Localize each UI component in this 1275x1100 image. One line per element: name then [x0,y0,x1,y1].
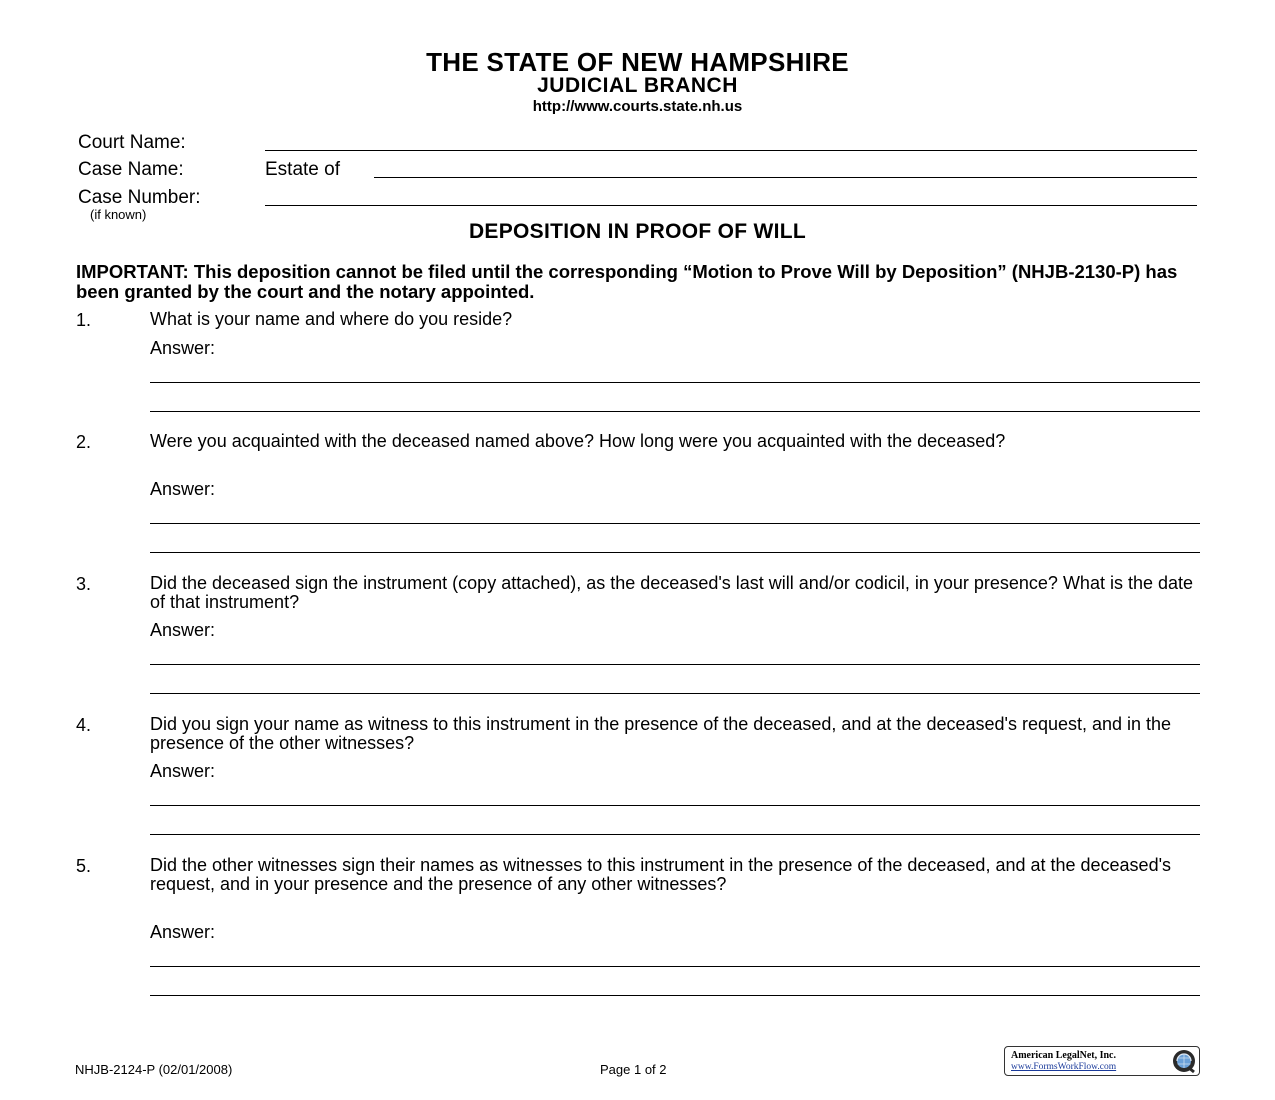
form-id: NHJB-2124-P (02/01/2008) [75,1062,233,1077]
answer-label: Answer: [150,761,216,781]
branch-heading: JUDICIAL BRANCH [537,74,738,97]
answer-line[interactable] [150,552,1200,553]
answer-label: Answer: [150,479,216,499]
question-text: Did the other witnesses sign their names as witnesses to this instrument in the presence of the deceased, and at the deceased's request, and in your presence and the presence of any other witnesses? [150,855,1172,894]
logo-website-link[interactable]: www.FormsWorkFlow.com [1011,1062,1117,1072]
answer-label: Answer: [150,338,216,358]
answer-line[interactable] [150,382,1200,383]
question-text: What is your name and where do you reside? [150,309,513,329]
answer-line[interactable] [150,693,1200,694]
question-number: 5. [76,856,92,876]
form-title: DEPOSITION IN PROOF OF WILL [468,220,807,243]
case-number-label: Case Number: [78,187,201,208]
answer-line[interactable] [150,966,1200,967]
question-text: Did the deceased sign the instrument (copy attached), as the deceased's last will and/or codicil, in your presence? What is the date of that instrument? [150,573,1194,612]
answer-label: Answer: [150,922,216,942]
answer-line[interactable] [150,664,1200,665]
case-name-field[interactable] [374,177,1197,178]
case-name-label: Case Name: [78,159,184,180]
answer-line[interactable] [150,995,1200,996]
logo-company-name: American LegalNet, Inc. [1011,1050,1116,1061]
page-number: Page 1 of 2 [600,1062,667,1077]
state-heading: THE STATE OF NEW HAMPSHIRE [426,47,849,77]
answer-line[interactable] [150,411,1200,412]
answer-line[interactable] [150,805,1200,806]
court-name-label: Court Name: [78,132,186,153]
globe-icon [1171,1048,1197,1074]
court-url: http://www.courts.state.nh.us [532,98,743,115]
legalnet-logo[interactable] [1004,1046,1200,1076]
question-text: Did you sign your name as witness to this instrument in the presence of the deceased, and at the deceased's request, and in the presence of the other witnesses? [150,714,1172,753]
question-text: Were you acquainted with the deceased named above? How long were you acquainted with the deceased? [150,431,1006,451]
estate-of-label: Estate of [265,159,340,180]
question-number: 1. [76,310,92,330]
answer-line[interactable] [150,523,1200,524]
case-number-field[interactable] [265,205,1197,206]
answer-label: Answer: [150,620,216,640]
question-number: 2. [76,432,92,452]
question-number: 3. [76,574,92,594]
court-name-field[interactable] [265,150,1197,151]
case-number-note: (if known) [90,207,147,222]
answer-line[interactable] [150,834,1200,835]
question-number: 4. [76,715,92,735]
important-notice: IMPORTANT: This deposition cannot be filed until the corresponding “Motion to Prove Will by Deposition” (NHJB-2130-P) has been granted by the court and the notary appointed. [76,261,1178,302]
